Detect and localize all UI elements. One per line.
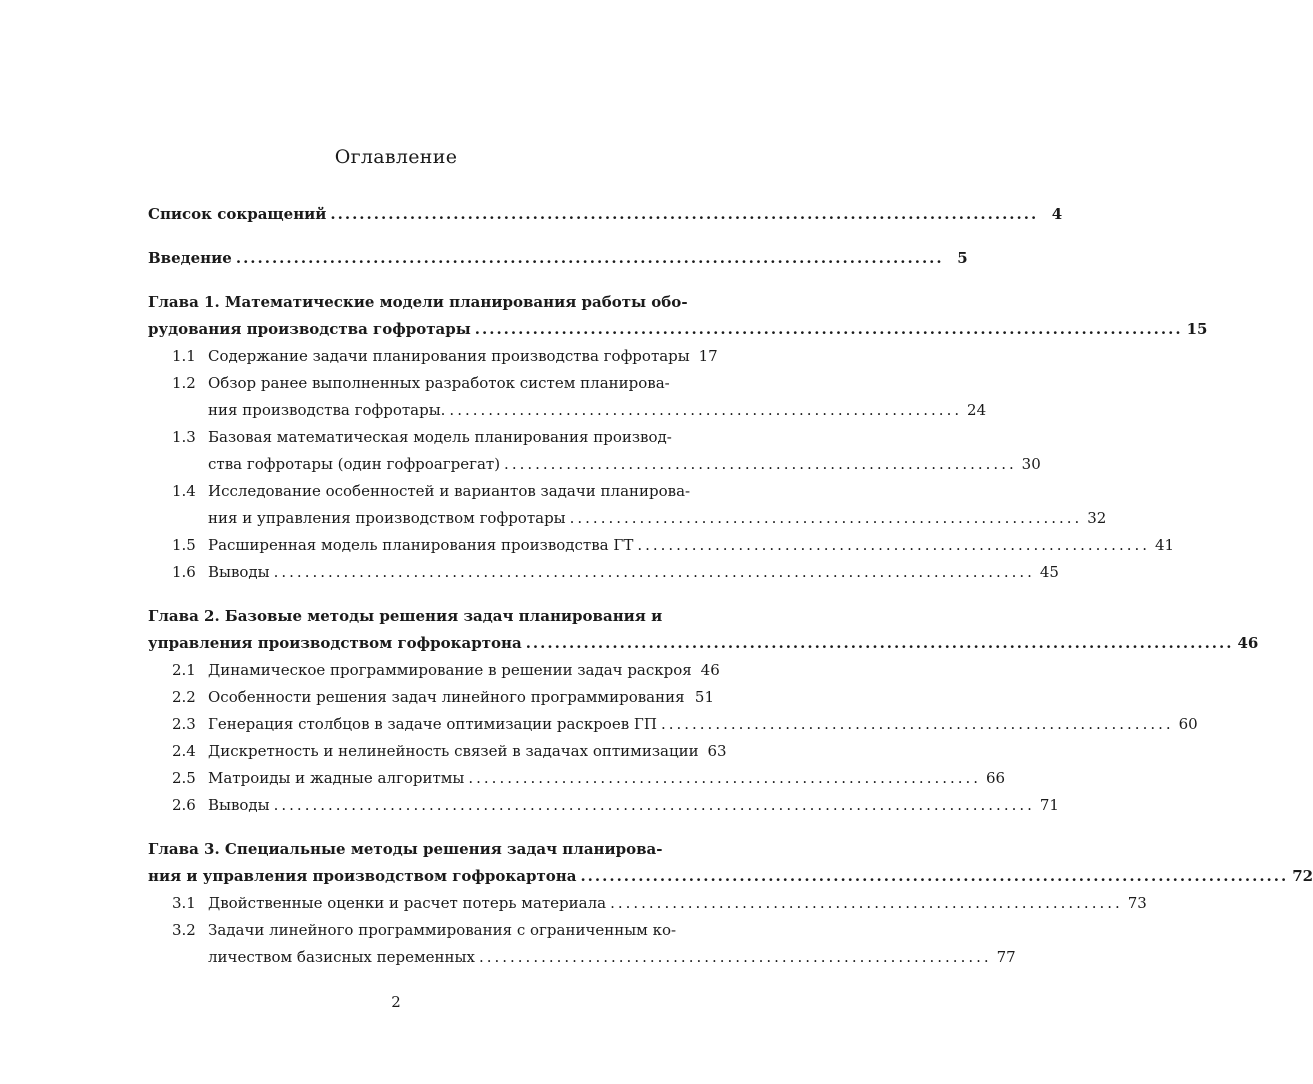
section-title: ния и управления производством гофротары xyxy=(208,509,566,527)
toc-section-2-4[interactable] xyxy=(172,741,727,761)
toc-section-1-3[interactable] xyxy=(172,427,1041,474)
chapter-title-line: управления производством гофрокартона xyxy=(148,634,522,652)
toc-section-1-5[interactable] xyxy=(172,535,1175,555)
section-page: 66 xyxy=(985,769,1006,787)
section-number: 2.5 xyxy=(172,769,196,787)
section-page: 73 xyxy=(1127,894,1147,912)
dot-leader: .................................................................. xyxy=(637,536,1151,554)
toc-chapter-1[interactable] xyxy=(148,292,1208,339)
section-title: Выводы xyxy=(208,796,270,814)
section-page: 60 xyxy=(1178,715,1198,733)
section-page: 30 xyxy=(1021,455,1041,473)
toc-section-1-1[interactable] xyxy=(172,346,718,366)
section-number: 3.2 xyxy=(172,921,196,939)
chapter-page: 46 xyxy=(1237,634,1259,652)
chapter-title-line: Глава 2. Базовые методы решения задач планирования и xyxy=(148,607,663,625)
section-number: 2.1 xyxy=(172,661,196,679)
dot-leader: .................................................................. xyxy=(468,769,982,787)
dot-leader: .................................................................. xyxy=(660,715,1174,733)
dot-leader: .................................................................. xyxy=(449,401,963,419)
section-page: 46 xyxy=(700,661,720,679)
section-page: 32 xyxy=(1087,509,1107,527)
section-title: личеством базисных переменных xyxy=(208,948,475,966)
section-title: Базовая математическая модель планирования производ- xyxy=(208,428,672,446)
dot-leader: .................................................................................................. xyxy=(235,249,944,267)
section-title: Особенности решения задач линейного программирования xyxy=(208,688,685,706)
chapter-title-line: рудования производства гофротары xyxy=(148,320,471,338)
chapter-title-line: ния и управления производством гофрокартона xyxy=(148,867,577,885)
toc-entry-page: 5 xyxy=(957,249,968,267)
section-title: Динамическое программирование в решении задач раскроя xyxy=(208,661,692,679)
section-number: 2.4 xyxy=(172,742,196,760)
toc-entry-title: Введение xyxy=(148,249,232,267)
toc-section-1-4[interactable] xyxy=(172,481,1107,528)
section-number: 2.2 xyxy=(172,688,196,706)
toc-section-3-1[interactable] xyxy=(172,893,1147,913)
section-number: 2.3 xyxy=(172,715,196,733)
toc-entry-title: Список сокращений xyxy=(148,205,327,223)
section-title: Генерация столбцов в задаче оптимизации раскроев ГП xyxy=(208,715,657,733)
section-page: 51 xyxy=(694,688,714,706)
dot-leader: .................................................................................................. xyxy=(580,867,1289,885)
section-number: 1.6 xyxy=(172,563,196,581)
dot-leader: .................................................................. xyxy=(569,509,1083,527)
section-title: Двойственные оценки и расчет потерь материала xyxy=(208,894,607,912)
page-number: 2 xyxy=(391,993,401,1011)
toc-section-3-2[interactable] xyxy=(172,920,1016,967)
section-number: 1.2 xyxy=(172,374,196,392)
dot-leader: .................................................................................................. xyxy=(474,320,1183,338)
toc-section-2-5[interactable] xyxy=(172,768,1006,788)
toc-entry-introduction[interactable] xyxy=(148,248,968,268)
toc-section-1-6[interactable] xyxy=(172,562,1059,582)
toc-section-2-6[interactable] xyxy=(172,795,1059,815)
chapter-title-line: Глава 1. Математические модели планирования работы обо- xyxy=(148,293,688,311)
section-page: 63 xyxy=(707,742,727,760)
section-page: 71 xyxy=(1039,796,1059,814)
toc-section-1-2[interactable] xyxy=(172,373,987,420)
chapter-title-line: Глава 3. Специальные методы решения задач планирова- xyxy=(148,840,663,858)
section-title: Содержание задачи планирования производства гофротары xyxy=(208,347,690,365)
section-page: 24 xyxy=(967,401,987,419)
chapter-page: 72 xyxy=(1292,867,1313,885)
section-page: 77 xyxy=(996,948,1016,966)
section-title: Задачи линейного программирования с ограниченным ко- xyxy=(208,921,677,939)
dot-leader: .................................................................. xyxy=(504,455,1017,473)
section-title: Исследование особенностей и вариантов задачи планирова- xyxy=(208,482,691,500)
section-title: ства гофротары (один гофроагрегат) xyxy=(208,455,501,473)
section-number: 1.1 xyxy=(172,347,196,365)
chapter-page: 15 xyxy=(1186,320,1208,338)
toc-section-2-1[interactable] xyxy=(172,660,720,680)
dot-leader: .................................................................. xyxy=(610,894,1123,912)
toc-chapter-3[interactable] xyxy=(148,839,1313,886)
dot-leader: .................................................................................................. xyxy=(525,634,1234,652)
toc-chapter-2[interactable] xyxy=(148,606,1259,653)
toc-entry-abbreviations[interactable] xyxy=(148,204,1063,224)
dot-leader: .................................................................. xyxy=(478,948,992,966)
section-title: Выводы xyxy=(208,563,270,581)
toc-section-2-3[interactable] xyxy=(172,714,1198,734)
section-page: 45 xyxy=(1039,563,1059,581)
dot-leader: .................................................................................................. xyxy=(273,796,1035,814)
dot-leader: .................................................................................................. xyxy=(273,563,1035,581)
section-number: 1.5 xyxy=(172,536,196,554)
section-title: Обзор ранее выполненных разработок систем планирова- xyxy=(208,374,670,392)
section-title: Матроиды и жадные алгоритмы xyxy=(208,769,465,787)
toc-heading: Оглавление xyxy=(334,146,458,168)
section-number: 2.6 xyxy=(172,796,196,814)
section-number: 3.1 xyxy=(172,894,196,912)
section-title: Дискретность и нелинейность связей в задачах оптимизации xyxy=(208,742,699,760)
section-number: 1.4 xyxy=(172,482,196,500)
toc-entry-page: 4 xyxy=(1051,205,1063,223)
toc-section-2-2[interactable] xyxy=(172,687,714,707)
dot-leader: .................................................................................................. xyxy=(330,205,1039,223)
section-page: 17 xyxy=(698,347,718,365)
section-title: ния производства гофротары. xyxy=(208,401,446,419)
section-page: 41 xyxy=(1154,536,1175,554)
section-number: 1.3 xyxy=(172,428,196,446)
section-title: Расширенная модель планирования производства ГТ xyxy=(208,536,634,554)
